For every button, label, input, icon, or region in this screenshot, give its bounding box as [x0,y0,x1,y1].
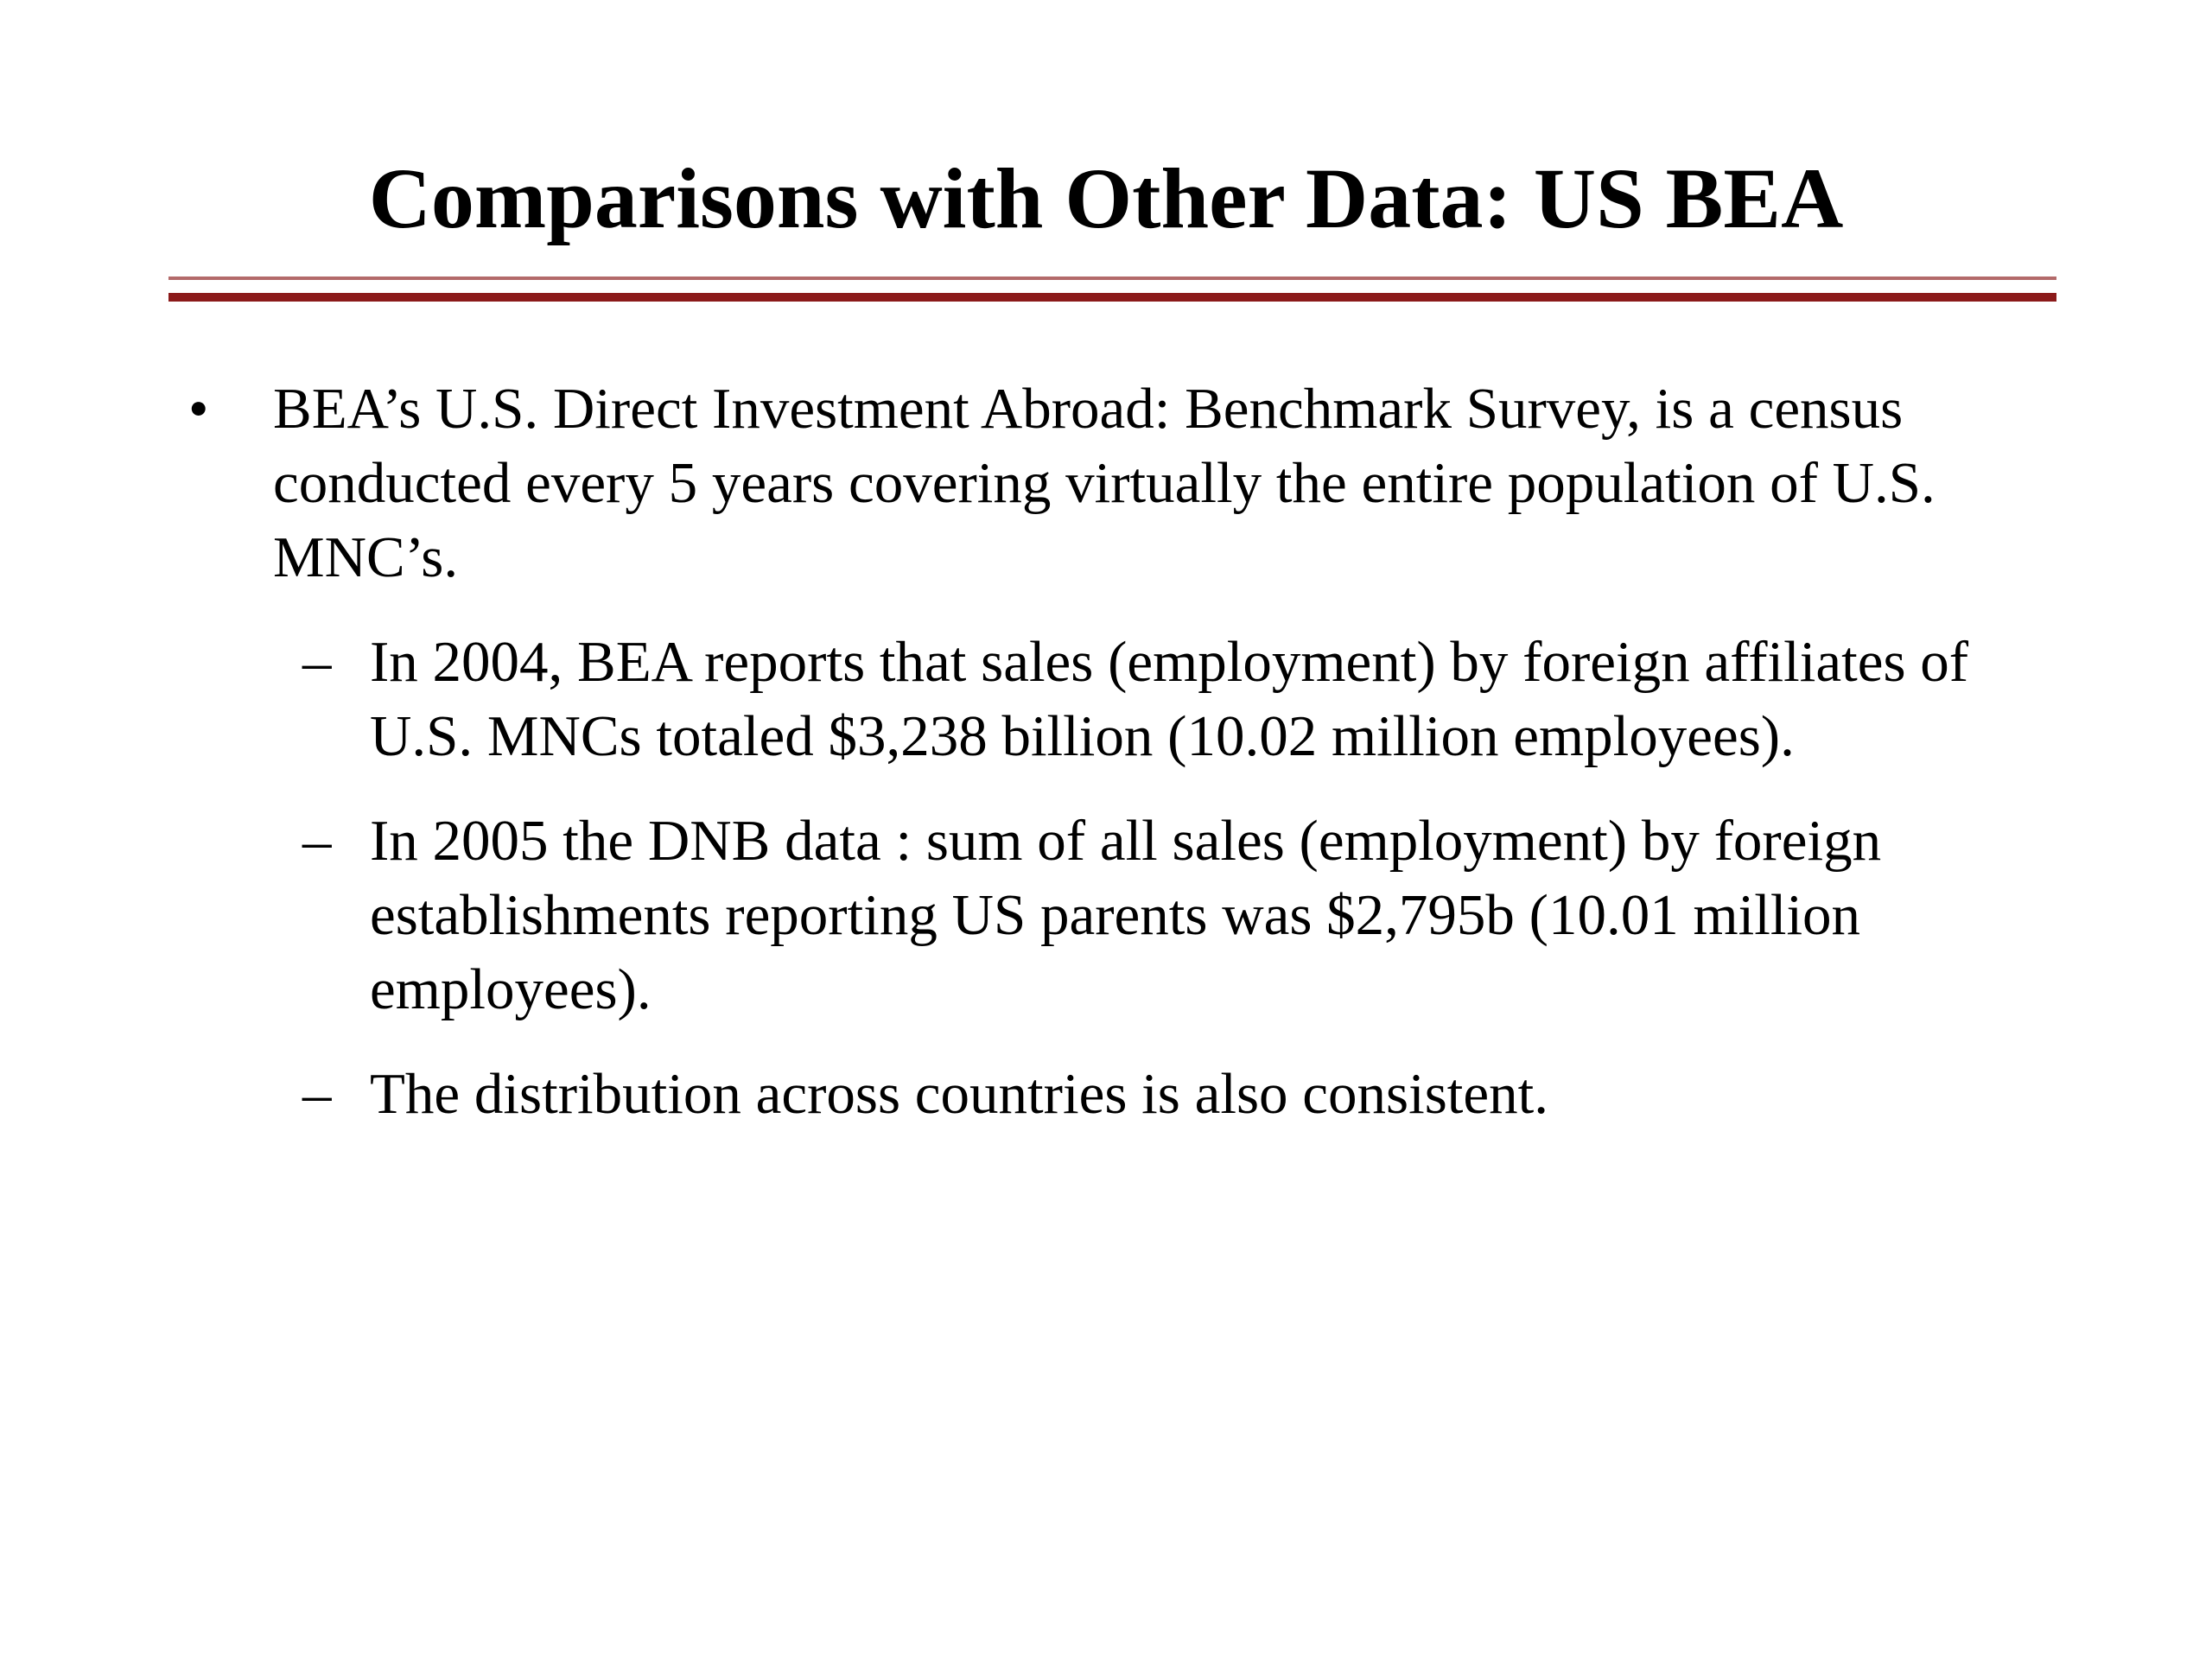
sub-bullet-text: In 2005 the DNB data : sum of all sales (employment) by foreign establishments reporting US parents was $2,795b (10.01 million employees). [370,809,1882,1021]
sub-bullet-marker: – [302,1062,332,1126]
sub-bullet-text: The distribution across countries is also consistent. [370,1062,1548,1126]
sub-bullet-marker: – [302,630,332,694]
sub-bullet-text: In 2004, BEA reports that sales (employment) by foreign affiliates of U.S. MNCs totaled $3,238 billion (10.02 million employees). [370,630,1969,768]
bullet-marker: • [188,377,209,441]
bullet-text: BEA’s U.S. Direct Investment Abroad: Benchmark Survey, is a census conducted every 5 years covering virtually the entire population of U.S. MNC’s. [273,377,1936,589]
slide-title: Comparisons with Other Data: US BEA [368,150,1844,246]
sub-bullet-marker: – [302,809,332,873]
